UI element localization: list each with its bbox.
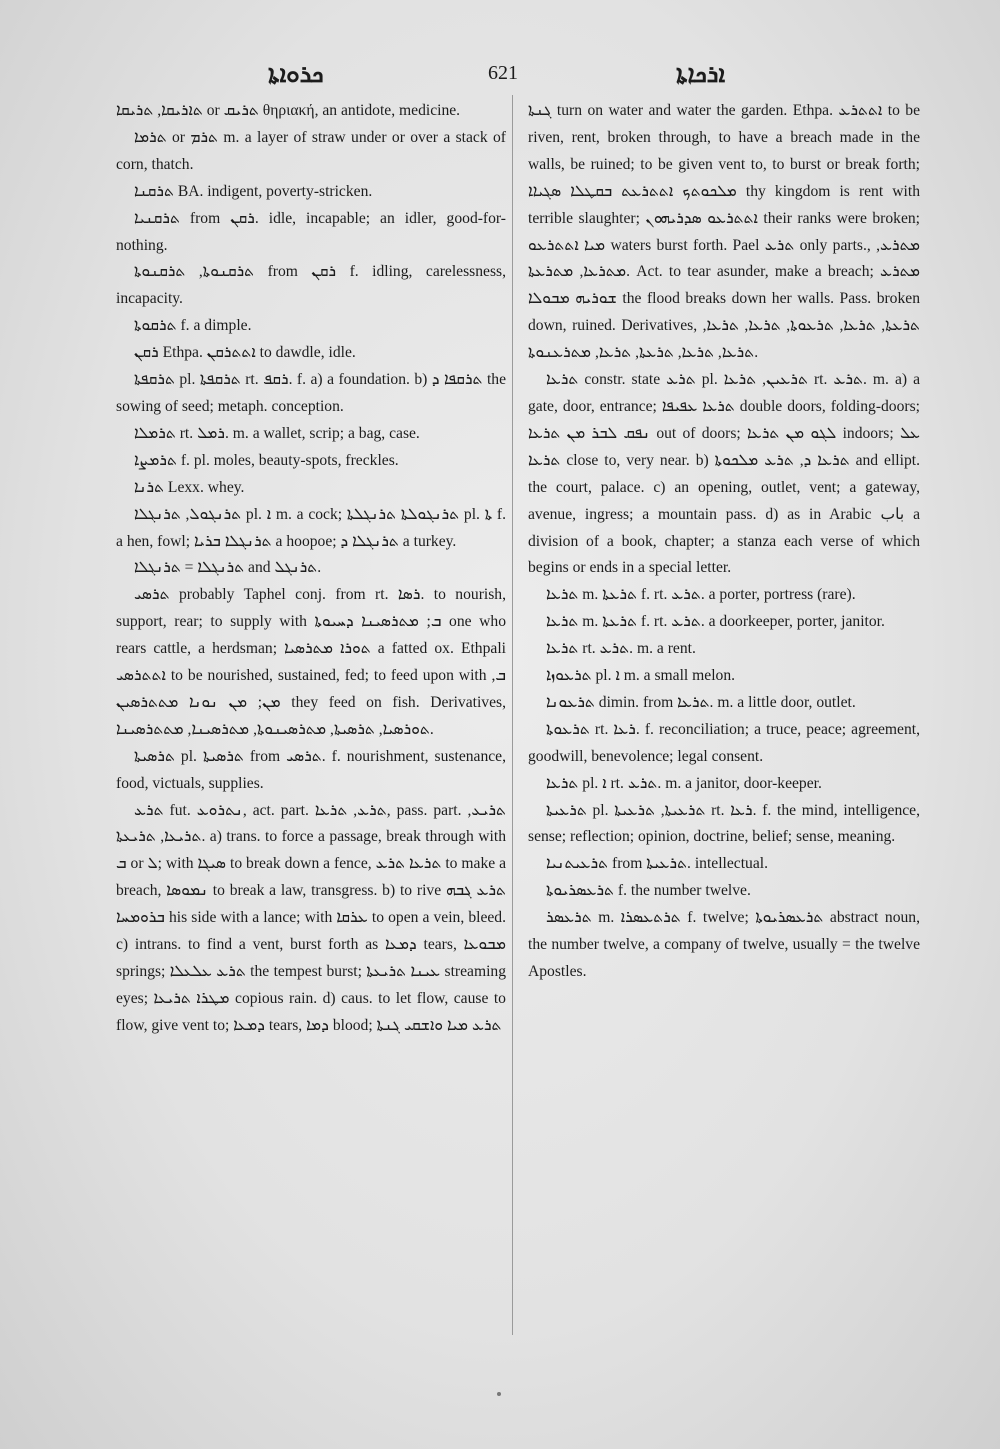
dictionary-entry: ܬܪܥܝܬܐ pl. ܬܪܥܝܬܐ, ܬܪܥܝܬܐ rt. ܪܥܐ. f. the mind, intelligence, sense; reflection; opinion, doctrine, belief; sense, meaning. (528, 801, 920, 846)
dictionary-entry: ܬܪܣܝܬܐ pl. ܬܪܣܝܬܐ from ܬܪܣܝ. f. nourishment, sustenance, food, victuals, supplies. (116, 747, 506, 792)
page-header (0, 58, 1000, 90)
dictionary-entry: ܬܪܡܨܐ f. pl. moles, beauty-spots, freckles. (134, 451, 399, 469)
dictionary-entry: ܬܪܢܐ Lexx. whey. (134, 478, 245, 496)
dictionary-entry: ܬܪܥܐ rt. ܬܪܥ. m. a rent. (546, 640, 696, 658)
dictionary-entry: ܬܪܩܘܬܐ f. a dimple. (134, 317, 252, 335)
dictionary-entry: ܬܪܡܐ or ܬܪܡ m. a layer of straw under or over a stack of corn, thatch. (116, 128, 506, 173)
dictionary-entry: ܬܪܥܐ constr. state ܬܪܥ pl. ܬܪܥܝܢ, ܬܪܥܐ rt. ܬܪܥ. m. a) a gate, door, entrance; ܬܪܥܐ ܥܦܝܦܐ double doors, folding-doors; ܢܦܩ ܠܒܪ ܡܢ ܬܪܥܐ out of doors; ܠܓܘ ܡܢ ܬܪܥܐ indoors; ܥܠ ܬܪܥܐ close to, very near. b) ܬܪܥܐ ܕ, ܬܪܥ ܡܠܟܘܬܐ and ellipt. the court, palace. c) an opening, outlet, vent; a gateway, avenue, ingress; a mountain pass. d) as in Arabic باب a division of a book, chapter; a stanza each verse of which begins or ends in a special letter. (528, 371, 920, 577)
dictionary-entry: ܬܪܥܐ pl. ܐ rt. ܬܪܥ. m. a janitor, door-keeper. (546, 774, 822, 792)
running-head-left: ܟܪܘܐܬܐ (268, 60, 324, 88)
dictionary-entry: ܪܩܢ Ethpa. ܐܬܬܪܩܢ to dawdle, idle. (134, 344, 356, 362)
dictionary-entry: ܬܪܥܣܪ m. ܬܪܬܥܣܪܐ f. twelve; ܬܪܥܣܪܝܘܬܐ abstract noun, the number twelve, a company of twelve, usually = the twelve Apostles. (528, 909, 921, 980)
dictionary-entry: ܬܪܥܘܙܐ pl. ܐ m. a small melon. (546, 667, 736, 685)
dictionary-entry: ܬܪܩܢܐ BA. indigent, poverty-stricken. (134, 182, 373, 200)
column-divider (512, 95, 513, 1335)
dictionary-entry: ܬܪܥ fut. ܢܬܪܘܥ, act. part. ܬܪܥ, ܬܪܥܐ, pass. part. ܬܪܝܥ, ܬܪܝܥܐ, ܬܪܝܥܬܐ. a) trans. to force a passage, break through with ܒ or ܠ; with ܣܝܓܐ to break down a fence, ܬܪܥܐ ܬܪܥ to make a breach, ܢܡܘܣܐ to break a law, transgress. b) to rive ܬܪܥ ܓܒܗ ܒܪܘܡܚܐ his side with a lance; with ܥܪܩܐ to open a vein, bleed. c) intrans. to find a vent, burst forth as ܕܡܥܐ tears, ܡܒܘܥܐ springs; ܬܪܥ ܥܠܥܠܐ the tempest burst; ܥܝܢܐ ܬܪܝܥܬܐ streaming eyes; ܡܛܪܐ ܬܪܝܥܐ copious rain. d) caus. to let flow, cause to flow, give vent to; ܕܡܥܐ tears, ܕܡܐ blood; ܬܪܥ ܡܝܐ ܘܐܫܩܝ ܓܢܬܐ (116, 801, 507, 1034)
dictionary-entry: ܬܐܪܝܩܐ, ܬܪܝܩܐ or ܬܪܝܩ θηριακή, an antidote, medicine. (116, 102, 461, 119)
running-head-right: ܐܪܟܐܬܐ (676, 60, 726, 88)
dictionary-entry: ܬܪܥܐ m. ܬܪܥܬܐ f. rt. ܬܪܥ. a doorkeeper, porter, janitor. (546, 613, 885, 631)
dictionary-entry: ܬܪܥܘܢܐ dimin. from ܬܪܥܐ. m. a little door, outlet. (546, 693, 856, 711)
dictionary-entry: ܬܪܥܝܬܢܝܐ from ܬܪܥܝܬܐ. intellectual. (546, 855, 768, 873)
dictionary-entry: ܬܪܩܢܝܐ from ܪܩܢ. idle, incapable; an idler, good-for-nothing. (116, 209, 506, 254)
dictionary-entry: ܓܢܬܐ turn on water and water the garden. Ethpa. ܐܬܬܪܥ to be riven, rent, broken through, to have a breach made in the walls, be ruined; to be given vent to, to burst or break forth; ܡܠܟܘܬܟ ܐܬܬܪܥܬ ܒܩܛܠܐ ܣܓܝܐܐ thy kingdom is rent with terrible slaughter; ܐܬܬܪܥܘ ܣܕܪܝܗܘܢ their ranks were broken; ܡܝܐ ܐܬܬܪܥܘ waters burst forth. Pael ܬܪܥ only parts., ܡܬܪܥ, ܡܬܪܥܐ, ܡܬܪܥܬܐ. Act. to tear asunder, make a breach; ܡܬܪܥ ܫܘܪܝܗ ܡܒܘܠܐ the flood breaks down her walls. Pass. broken down, ruined. Derivatives, ܬܪܥܬܐ, ܬܪܥܐ, ܬܪܥܘܬܐ, ܬܪܥܐ, ܬܪܥܐ, ܬܪܥܐ, ܬܪܥܐ, ܬܪܥܬܐ, ܬܪܥܐ, ܡܬܪܥܢܘܬܐ. (528, 102, 921, 362)
dictionary-entry: ܬܪܡܠܐ rt. ܪܡܠ. m. a wallet, scrip; a bag, case. (134, 424, 420, 442)
dictionary-entry: ܬܪܥܘܬܐ rt. ܪܥܐ. f. reconciliation; a truce, peace; agreement, goodwill, benevolence; legal consent. (528, 720, 920, 765)
dictionary-entry: ܬܪܩܦܬܐ pl. ܬܪܩܦܬܐ rt. ܪܩܦ. f. a) a foundation. b) ܬܪܩܦܐ ܕ the sowing of seed; metaph. conception. (116, 371, 507, 415)
dictionary-entry: ܬܪܩܢܘܬܐ, ܬܪܩܢܘܬܐ from ܪܩܢ f. idling, carelessness, incapacity. (116, 263, 506, 308)
dictionary-entry: ܬܪܥܐ m. ܬܪܥܬܐ f. rt. ܬܪܥ. a porter, portress (rare). (546, 586, 856, 604)
right-column (528, 98, 920, 986)
dictionary-entry: ܬܪܢܓܠܐ = ܬܪܢܓܠܐ and ܬܪܢܓܠ. (134, 559, 322, 577)
dictionary-entry: ܬܪܥܣܪܝܘܬܐ f. the number twelve. (546, 882, 751, 900)
page-number: 621 (488, 62, 518, 84)
page-mark (497, 1392, 501, 1396)
left-column (116, 98, 506, 1040)
dictionary-entry: ܬܪܣܝ probably Taphel conj. from rt. ܪܣܐ. to nourish, support, rear; to supply with ܒ; ܡܬܪܣܝܢܐ ܕܚܝܘܬܐ one who rears cattle, a herdsman; ܬܘܪܐ ܡܬܪܣܝܐ a fatted ox. Ethpali ܐܬܬܪܣܝ to be nourished, sustained, fed; to feed upon with ܒ, ܡܢ; ܡܢ ܢܘܢܐ ܡܬܬܪܣܝܢ they feed on fish. Derivatives, ܬܘܪܣܝܐ, ܬܪܣܝܬܐ, ܡܬܪܣܝܢܘܬܐ, ܡܬܪܣܝܢܐ, ܡܬܬܪܣܝܢܐ. (116, 586, 506, 738)
dictionary-entry: ܬܪܢܓܘܠ, ܬܪܢܓܠܐ pl. ܐ m. a cock; ܬܪܢܓܘܠܬܐ ܬܪܢܓܠܬܐ pl. ܬܐ f. a hen, fowl; ܬܪܢܓܠܐ ܒܪܝܐ a hoopoe; ܬܪܢܓܠܐ ܕ a turkey. (116, 505, 507, 550)
